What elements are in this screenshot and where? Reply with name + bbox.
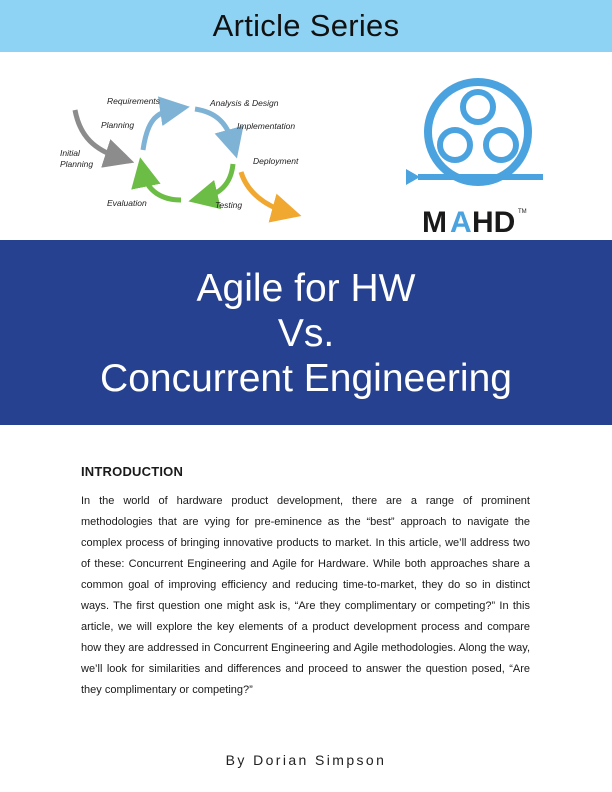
initial-planning-arrow bbox=[75, 110, 120, 158]
section-heading: INTRODUCTION bbox=[81, 464, 184, 479]
label-implementation: Implementation bbox=[237, 121, 296, 131]
title-line-3: Concurrent Engineering bbox=[100, 357, 512, 400]
label-initial: Initial bbox=[60, 148, 80, 158]
deployment-arrow bbox=[241, 172, 287, 212]
intro-paragraph: In the world of hardware product development, there are a range of prominent methodologies that are vying for pre-eminence as the “best” approach to navigate the complex process of bringing innovative products to market. In this article, we’ll address two of these: Concurrent Engineering and Agile for Hardware. While both approaches share a common goal of improving efficiency and reducing time-to-market, they do so in distinct ways. The first question one might ask is, “Are they complimentary or competing?” In this article, we will explore the key elements of a product development process and compare how they are addressed in Concurrent Engineering and Agile methodologies. Along the way, we’ll look for similarities and differences and proceed to answer the question posed, “Are they complimentary or competing?” bbox=[81, 495, 530, 696]
evaluation-arrow bbox=[143, 172, 181, 200]
series-banner bbox=[0, 0, 612, 52]
svg-text:M: M bbox=[422, 206, 447, 239]
label-evaluation: Evaluation bbox=[107, 198, 147, 208]
label-analysis-design: Analysis & Design bbox=[210, 98, 279, 108]
requirements-arrow bbox=[143, 109, 175, 150]
label-initial-planning: Planning bbox=[60, 159, 94, 169]
svg-text:HD: HD bbox=[472, 206, 516, 239]
title-line-2: Vs. bbox=[277, 312, 335, 355]
series-title: Article Series bbox=[212, 8, 400, 43]
label-requirements: Requirements bbox=[107, 96, 160, 106]
mahd-logo bbox=[400, 77, 560, 267]
testing-arrow bbox=[203, 164, 233, 198]
svg-text:TM: TM bbox=[518, 209, 527, 215]
label-testing: Testing bbox=[215, 200, 243, 210]
label-planning: Planning bbox=[101, 120, 135, 130]
header-graphics bbox=[0, 52, 612, 240]
development-cycle-diagram bbox=[55, 92, 315, 232]
analysis-arrow bbox=[195, 109, 233, 144]
author-byline: By Dorian Simpson bbox=[225, 752, 387, 768]
svg-text:A: A bbox=[450, 206, 472, 239]
label-deployment: Deployment bbox=[253, 156, 299, 166]
title-line-1: Agile for HW bbox=[196, 267, 416, 310]
title-block bbox=[0, 240, 612, 425]
